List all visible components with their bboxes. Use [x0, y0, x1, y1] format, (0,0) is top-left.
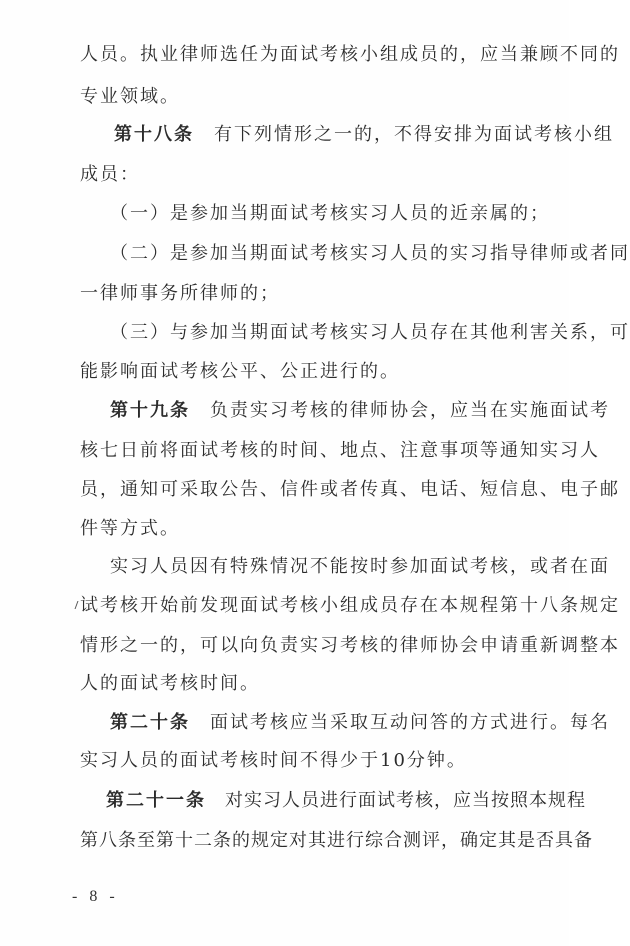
line-text: 试考核开始前发现面试考核小组成员存在本规程第十八条规定	[80, 595, 620, 616]
article-19-heading-line	[110, 400, 610, 422]
line-text: （三）与参加当期面试考核实习人员存在其他利害关系，可	[110, 322, 630, 343]
text-line	[80, 86, 180, 108]
line-text: 实习人员的面试考核时间不得少于10分钟。	[80, 750, 467, 771]
line-text: 人的面试考核时间。	[80, 673, 260, 694]
article-number: 第十九条	[110, 400, 190, 421]
article-18-heading-line	[114, 124, 614, 146]
line-text: 负责实习考核的律师协会，应当在实施面试考	[190, 400, 610, 421]
page-number: - 8 -	[72, 888, 119, 905]
text-line	[80, 283, 280, 305]
line-text: 人员。执业律师选任为面试考核小组成员的，应当兼顾不同的	[80, 44, 620, 65]
line-text: （二）是参加当期面试考核实习人员的实习指导律师或者同	[110, 243, 630, 264]
text-line	[80, 673, 260, 695]
text-line	[80, 479, 620, 501]
line-text: 员，通知可采取公告、信件或者传真、电话、短信息、电子邮	[80, 479, 620, 500]
list-item	[110, 203, 550, 225]
text-line	[80, 830, 593, 852]
text-line	[80, 595, 620, 617]
line-text: 第八条至第十二条的规定对其进行综合测评，确定其是否具备	[80, 830, 593, 851]
article-20-heading-line	[110, 712, 610, 734]
line-text: 核七日前将面试考核的时间、地点、注意事项等通知实习人	[80, 440, 600, 461]
text-line	[80, 164, 140, 186]
line-text: 情形之一的，可以向负责实习考核的律师协会申请重新调整本	[80, 635, 620, 656]
line-text: 一律师事务所律师的；	[80, 283, 280, 304]
text-line	[80, 750, 467, 772]
line-text: 件等方式。	[80, 518, 180, 539]
article-number: 第二十条	[110, 712, 190, 733]
line-text: 有下列情形之一的，不得安排为面试考核小组	[194, 124, 614, 145]
line-text: 专业领域。	[80, 86, 180, 107]
line-text: 对实习人员进行面试考核，应当按照本规程	[206, 790, 586, 811]
article-number: 第二十一条	[106, 790, 206, 811]
line-text: （一）是参加当期面试考核实习人员的近亲属的；	[110, 203, 550, 224]
text-line	[80, 361, 400, 383]
list-item	[110, 243, 630, 265]
article-21-heading-line	[106, 790, 586, 812]
paragraph-start	[110, 556, 610, 578]
line-text: 面试考核应当采取互动问答的方式进行。每名	[190, 712, 610, 733]
article-number: 第十八条	[114, 124, 194, 145]
line-text: 能影响面试考核公平、公正进行的。	[80, 361, 400, 382]
text-line	[80, 635, 620, 657]
text-line	[80, 44, 620, 66]
line-text: 成员：	[80, 164, 140, 185]
line-text: 实习人员因有特殊情况不能按时参加面试考核，或者在面	[110, 556, 610, 577]
text-line	[80, 518, 180, 540]
text-line	[80, 440, 600, 462]
list-item	[110, 322, 630, 344]
